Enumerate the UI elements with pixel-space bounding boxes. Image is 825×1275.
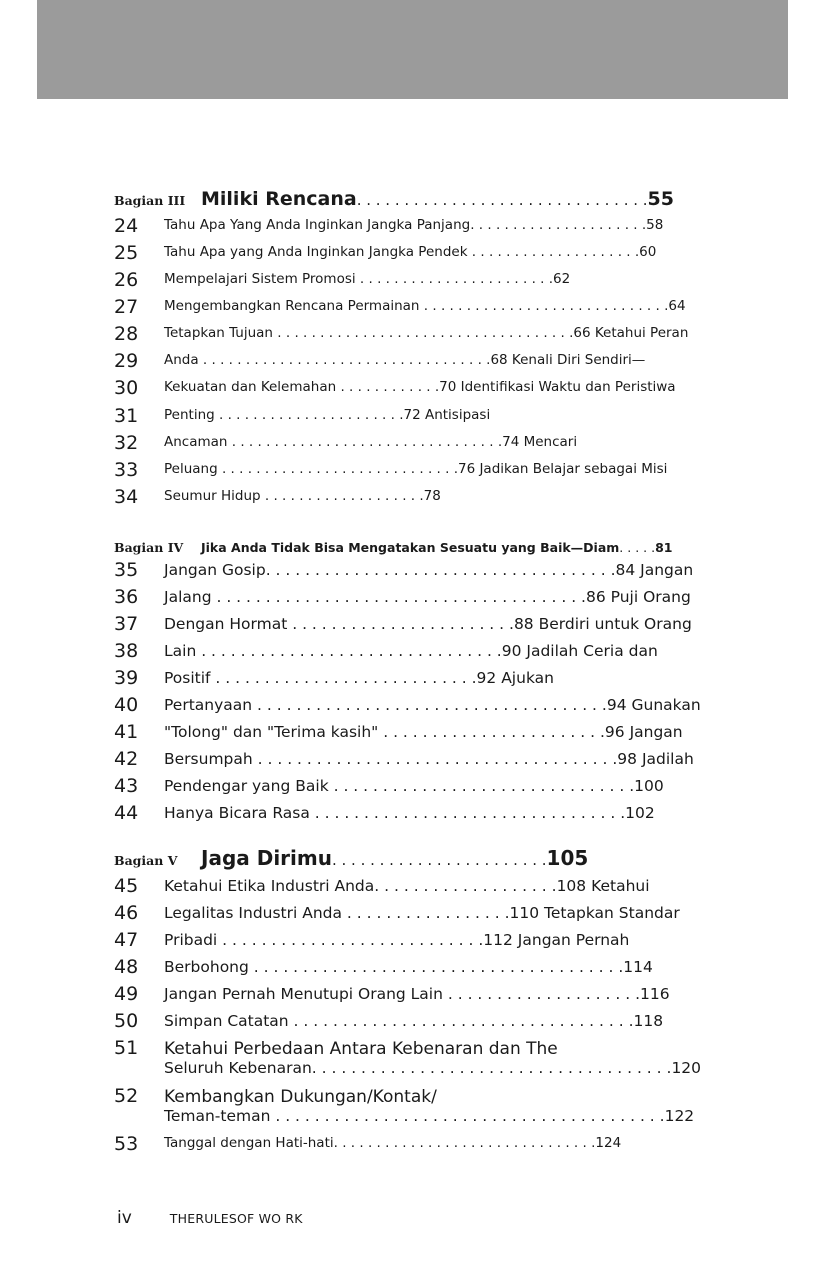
chapter-number: 28	[114, 323, 139, 345]
chapter-number: 47	[114, 929, 139, 951]
section-leader: . . . . . . . . . . . . . . . . . . . . . . .	[331, 851, 547, 869]
entry-text: Jangan Gosip. . . . . . . . . . . . . . . . . . . . . . . . . . . . . . . . . . . .84 Jangan	[164, 561, 694, 579]
entry-text: Anda . . . . . . . . . . . . . . . . . . . . . . . . . . . . . . . . . .68 Kenali Diri Sendiri—	[164, 352, 646, 368]
entry-text: Pertanyaan . . . . . . . . . . . . . . . . . . . . . . . . . . . . . . . . . . . .94 Gunakan	[164, 696, 701, 714]
section-leader: . . . . .	[619, 540, 656, 555]
chapter-number: 41	[114, 721, 139, 743]
section-page: 105	[546, 846, 589, 870]
entry-text: Ketahui Etika Industri Anda. . . . . . . . . . . . . . . . . . .108 Ketahui	[164, 877, 650, 895]
chapter-number: 50	[114, 1010, 139, 1032]
entry-text: Simpan Catatan . . . . . . . . . . . . . . . . . . . . . . . . . . . . . . . . . . .118	[164, 1012, 664, 1030]
chapter-number: 46	[114, 902, 139, 924]
entry-text: Tahu Apa Yang Anda Inginkan Jangka Panjang. . . . . . . . . . . . . . . . . . . . .58	[164, 217, 664, 233]
entry-text: Tahu Apa yang Anda Inginkan Jangka Pendek . . . . . . . . . . . . . . . . . . . .60	[164, 244, 657, 260]
section-leader: . . . . . . . . . . . . . . . . . . . . . . . . . . . . . . .	[356, 191, 648, 209]
entry-text: Berbohong . . . . . . . . . . . . . . . . . . . . . . . . . . . . . . . . . . . . . .114	[164, 958, 653, 976]
entry-text: Jangan Pernah Menutupi Orang Lain . . . . . . . . . . . . . . . . . . . .116	[164, 985, 670, 1003]
chapter-number: 30	[114, 377, 139, 399]
section-title: Miliki Rencana	[201, 188, 357, 210]
chapter-number: 52	[114, 1085, 139, 1107]
entry-text: Ancaman . . . . . . . . . . . . . . . . . . . . . . . . . . . . . . . .74 Mencari	[164, 434, 578, 450]
entry-text: Seumur Hidup . . . . . . . . . . . . . . . . . . .78	[164, 488, 441, 504]
entry-text-line-1: Kembangkan Dukungan/Kontak/	[164, 1087, 437, 1107]
section-title: Jika Anda Tidak Bisa Mengatakan Sesuatu yang Baik—Diam	[201, 540, 620, 555]
chapter-number: 32	[114, 432, 139, 454]
chapter-number: 39	[114, 667, 139, 689]
section-heading-bagian-v	[114, 846, 588, 870]
chapter-number: 26	[114, 269, 139, 291]
chapter-number: 40	[114, 694, 139, 716]
chapter-number: 36	[114, 586, 139, 608]
entry-text: Mengembangkan Rencana Permainan . . . . . . . . . . . . . . . . . . . . . . . . . . . . .64	[164, 298, 686, 314]
entry-text	[164, 1087, 694, 1125]
section-label: Bagian IV	[114, 540, 184, 555]
entry-text: Tanggal dengan Hati-hati. . . . . . . . . . . . . . . . . . . . . . . . . . . . . . .124	[164, 1135, 622, 1151]
section-page: 81	[655, 540, 673, 555]
chapter-number: 27	[114, 296, 139, 318]
page-number: iv	[117, 1208, 132, 1228]
chapter-number: 38	[114, 640, 139, 662]
chapter-number: 29	[114, 350, 139, 372]
chapter-number: 37	[114, 613, 139, 635]
entry-text: Dengan Hormat . . . . . . . . . . . . . . . . . . . . . . .88 Berdiri untuk Orang	[164, 615, 692, 633]
entry-text: Pendengar yang Baik . . . . . . . . . . . . . . . . . . . . . . . . . . . . . . .100	[164, 777, 664, 795]
entry-text	[164, 1039, 701, 1077]
section-title: Jaga Dirimu	[201, 846, 332, 870]
chapter-number: 31	[114, 405, 139, 427]
entry-text: Peluang . . . . . . . . . . . . . . . . . . . . . . . . . . . .76 Jadikan Belajar sebagai Misi	[164, 461, 668, 477]
running-title: THERULESOF WO RK	[169, 1211, 303, 1226]
chapter-number: 33	[114, 459, 139, 481]
entry-text: Lain . . . . . . . . . . . . . . . . . . . . . . . . . . . . . . .90 Jadilah Ceria dan	[164, 642, 658, 660]
chapter-number: 25	[114, 242, 139, 264]
chapter-number: 24	[114, 215, 139, 237]
chapter-number: 44	[114, 802, 139, 824]
chapter-number: 51	[114, 1037, 139, 1059]
header-band	[37, 0, 788, 99]
chapter-number: 35	[114, 559, 139, 581]
entry-text: Kekuatan dan Kelemahan . . . . . . . . . . . .70 Identifikasi Waktu dan Peristiwa	[164, 379, 676, 395]
entry-text: "Tolong" dan "Terima kasih" . . . . . . . . . . . . . . . . . . . . . . .96 Jangan	[164, 723, 683, 741]
section-heading-bagian-iii	[114, 188, 674, 210]
entry-text: Legalitas Industri Anda . . . . . . . . . . . . . . . . .110 Tetapkan Standar	[164, 904, 680, 922]
entry-text-line-2: Seluruh Kebenaran. . . . . . . . . . . . . . . . . . . . . . . . . . . . . . . . . . . . .120	[164, 1059, 702, 1077]
entry-text-line-1: Ketahui Perbedaan Antara Kebenaran dan The	[164, 1039, 558, 1059]
chapter-number: 43	[114, 775, 139, 797]
page-footer	[117, 1208, 303, 1228]
entry-text: Pribadi . . . . . . . . . . . . . . . . . . . . . . . . . . .112 Jangan Pernah	[164, 931, 630, 949]
entry-text: Hanya Bicara Rasa . . . . . . . . . . . . . . . . . . . . . . . . . . . . . . . .102	[164, 804, 655, 822]
chapter-number: 45	[114, 875, 139, 897]
section-page: 55	[647, 188, 674, 210]
chapter-number: 34	[114, 486, 139, 508]
entry-text-line-2: Teman-teman . . . . . . . . . . . . . . . . . . . . . . . . . . . . . . . . . . . . . . . .122	[164, 1107, 695, 1125]
entry-text: Tetapkan Tujuan . . . . . . . . . . . . . . . . . . . . . . . . . . . . . . . . . . .66 Ketahui Peran	[164, 325, 689, 341]
entry-text: Jalang . . . . . . . . . . . . . . . . . . . . . . . . . . . . . . . . . . . . . .86 Puji Orang	[164, 588, 691, 606]
chapter-number: 49	[114, 983, 139, 1005]
chapter-number: 48	[114, 956, 139, 978]
entry-text: Bersumpah . . . . . . . . . . . . . . . . . . . . . . . . . . . . . . . . . . . . .98 Jadilah	[164, 750, 694, 768]
section-heading-bagian-iv	[114, 537, 672, 556]
entry-text: Positif . . . . . . . . . . . . . . . . . . . . . . . . . . .92 Ajukan	[164, 669, 554, 687]
entry-text: Mempelajari Sistem Promosi . . . . . . . . . . . . . . . . . . . . . . .62	[164, 271, 571, 287]
section-label: Bagian V	[114, 853, 178, 868]
section-label: Bagian III	[114, 193, 186, 208]
chapter-number: 42	[114, 748, 139, 770]
entry-text: Penting . . . . . . . . . . . . . . . . . . . . . .72 Antisipasi	[164, 407, 491, 423]
chapter-number: 53	[114, 1133, 139, 1155]
